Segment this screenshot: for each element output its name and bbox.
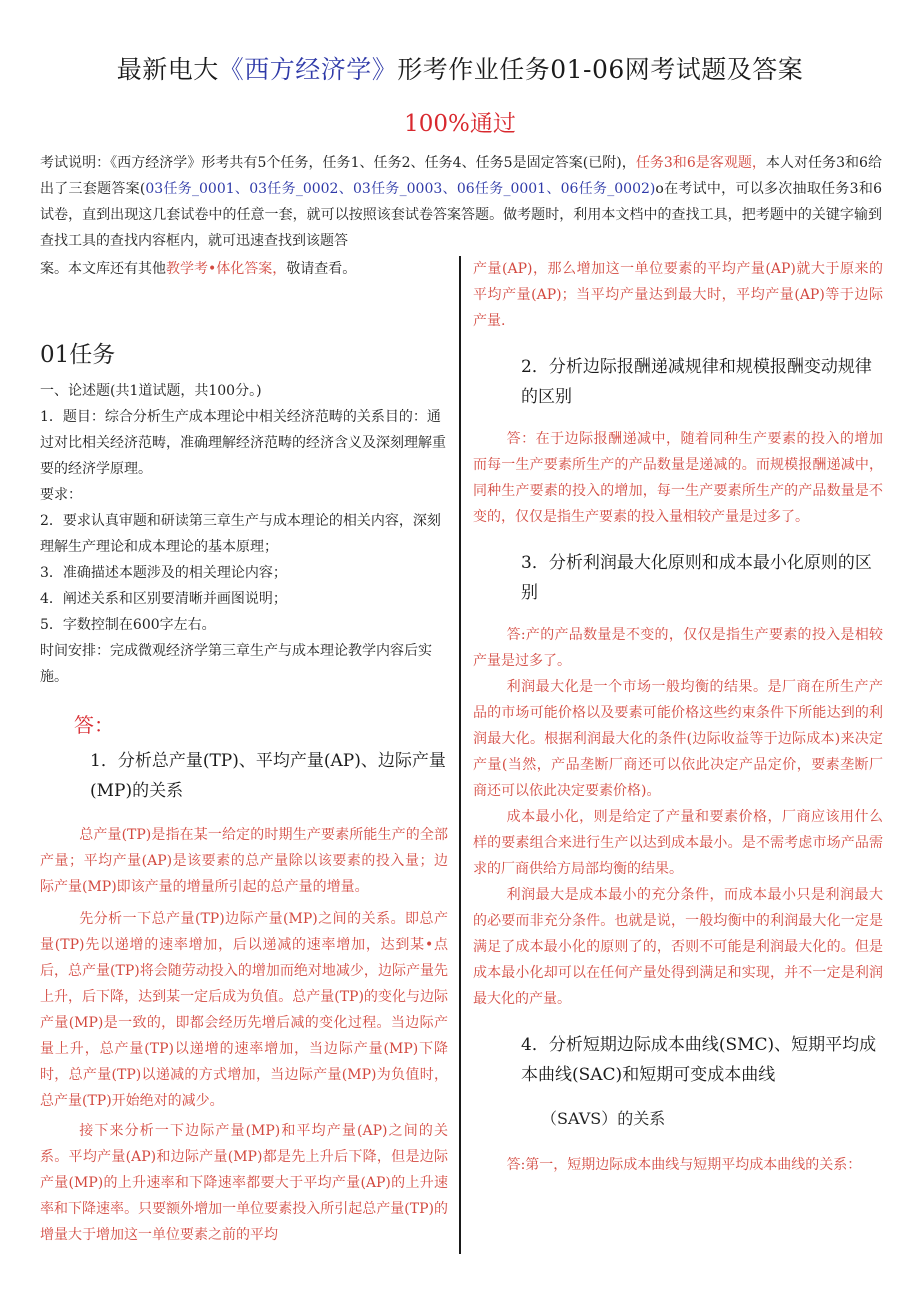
right-column — [473, 256, 883, 1178]
answer-label: 答： — [74, 713, 114, 737]
requirements-label: 要求： — [40, 487, 82, 503]
document-title: 最新电大《西方经济学》形考作业任务01-06网考试题及答案 — [116, 55, 804, 84]
answer-paragraph: 答:产的产品数量是不变的，仅仅是指生产要素的投入是相较产量是过多了。 — [473, 627, 883, 669]
requirement-item: 5．字数控制在600字左右。 — [40, 617, 216, 633]
subquestion-heading-continued: （SAVS）的关系 — [541, 1109, 666, 1128]
requirement-item: 3．准确描述本题涉及的相关理论内容； — [40, 565, 287, 581]
answer-paragraph: 先分析一下总产量(TP)边际产量(MP)之间的关系。即总产量(TP)先以递增的速率增加，后以递减的速率增加，达到某•点后，总产量(TP)将会随劳动投入的增加而绝对地减少，边际产量先上升，后下降，达到某一定后成为负值。总产量(TP)的变化与边际产量(MP)是一致的，即都会经历先增后减的变化过程。当边际产量上升，总产量(TP)以递增的速率增加，当边际产量(MP)下降时，总产量(TP)以递减的方式增加，当边际产量(MP)为负值时，总产量(TP)开始绝对的减少。 — [40, 911, 448, 1109]
exam-instructions: 考试说明：《西方经济学》形考共有5个任务，任务1、任务2、任务4、任务5是固定答案(已附)，任务3和6是客观题，本人对任务3和6给出了三套题答案(03任务_0001、03任务_0002、03任务_0003、06任务_0001、06任务_0002)o在考试中，可以多次抽取任务3和6试卷，直到出现这几套试卷中的任意一套，就可以按照该套试卷答案答题。做考题时，利用本文档中的查找工具，把考题中的关键字输到查找工具的查找内容框内，就可迅速查找到该题答 — [40, 155, 882, 249]
left-column — [40, 256, 448, 1248]
subquestion-heading: 3．分析利润最大化原则和成本最小化原则的区别 — [521, 553, 872, 603]
question-text: 1．题目：综合分析生产成本理论中相关经济范畴的关系目的：通过对比相关经济范畴，准确理解经济范畴的经济含义及深刻理解重要的经济学原理。 — [40, 409, 446, 477]
task-heading: 01任务 — [40, 342, 116, 368]
answer-paragraph: 接下来分析一下边际产量(MP)和平均产量(AP)之间的关系。平均产量(AP)和边际产量(MP)都是先上升后下降，但是边际产量(MP)的上升速率和下降速率都要大于平均产量(AP)的上升速率和下降速率。只要额外增加一单位要素投入所引起总产量(TP)的增量大于增加这一单位要素之前的平均 — [40, 1123, 448, 1243]
column-divider — [459, 256, 461, 1254]
answer-paragraph: 利润最大化是一个市场一般均衡的结果。是厂商在所生产产品的市场可能价格以及要素可能价格这些约束条件下所能达到的利润最大化。根据利润最大化的条件(边际收益等于边际成本)来决定产量(当然，产品垄断厂商还可以依此决定产品定价，要素垄断厂商还可以依此决定要素价格)。 — [473, 679, 883, 799]
answer-paragraph: 产量(AP)，那么增加这一单位要素的平均产量(AP)就大于原来的平均产量(AP)；当平均产量达到最大时，平均产量(AP)等于边际产量. — [473, 261, 883, 329]
subquestion-heading: 4．分析短期边际成本曲线(SMC)、短期平均成本曲线(SAC)和短期可变成本曲线 — [521, 1035, 877, 1085]
answer-paragraph: 答:第一，短期边际成本曲线与短期平均成本曲线的关系： — [506, 1157, 862, 1173]
requirement-item: 2．要求认真审题和研读第三章生产与成本理论的相关内容，深刻理解生产理论和成本理论的基本原理； — [40, 513, 441, 555]
subquestion-heading: 1．分析总产量(TP)、平均产量(AP)、边际产量(MP)的关系 — [90, 751, 446, 801]
section-heading: 一、论述题(共1道试题，共100分。) — [40, 383, 262, 399]
answer-paragraph: 答：在于边际报酬递减中，随着同种生产要素的投入的增加而每一生产要素所生产的产品数量是递减的。而规模报酬递减中，同种生产要素的投入的增加，每一生产要素所生产的产品数量是不变的，仅仅是指生产要素的投入量相较产量是过多了。 — [473, 431, 883, 525]
instructions-continued: 案。本文库还有其他教学考•体化答案，敬请查看。 — [40, 261, 357, 277]
answer-paragraph: 利润最大是成本最小的充分条件，而成本最小只是利润最大的必要而非充分条件。也就是说，一般均衡中的利润最大化一定是满足了成本最小化的原则了的，否则不可能是利润最大化的。但是成本最小化却可以在任何产量处得到满足和实现，并不一定是利润最大化的产量。 — [473, 887, 883, 1007]
pass-rate-banner: 100%通过 — [404, 111, 516, 137]
subquestion-heading: 2．分析边际报酬递减规律和规模报酬变动规律的区别 — [521, 357, 872, 407]
answer-paragraph: 成本最小化，则是给定了产量和要素价格，厂商应该用什么样的要素组合来进行生产以达到成本最小。是不需考虑市场产品需求的厂商供给方局部均衡的结果。 — [473, 809, 883, 877]
answer-paragraph: 总产量(TP)是指在某一给定的时期生产要素所能生产的全部产量；平均产量(AP)是该要素的总产量除以该要素的投入量；边际产量(MP)即该产量的增量所引起的总产量的增量。 — [40, 827, 448, 895]
requirement-item: 4．阐述关系和区别要清晰并画图说明； — [40, 591, 287, 607]
time-schedule: 时间安排：完成微观经济学第三章生产与成本理论教学内容后实施。 — [40, 643, 432, 685]
